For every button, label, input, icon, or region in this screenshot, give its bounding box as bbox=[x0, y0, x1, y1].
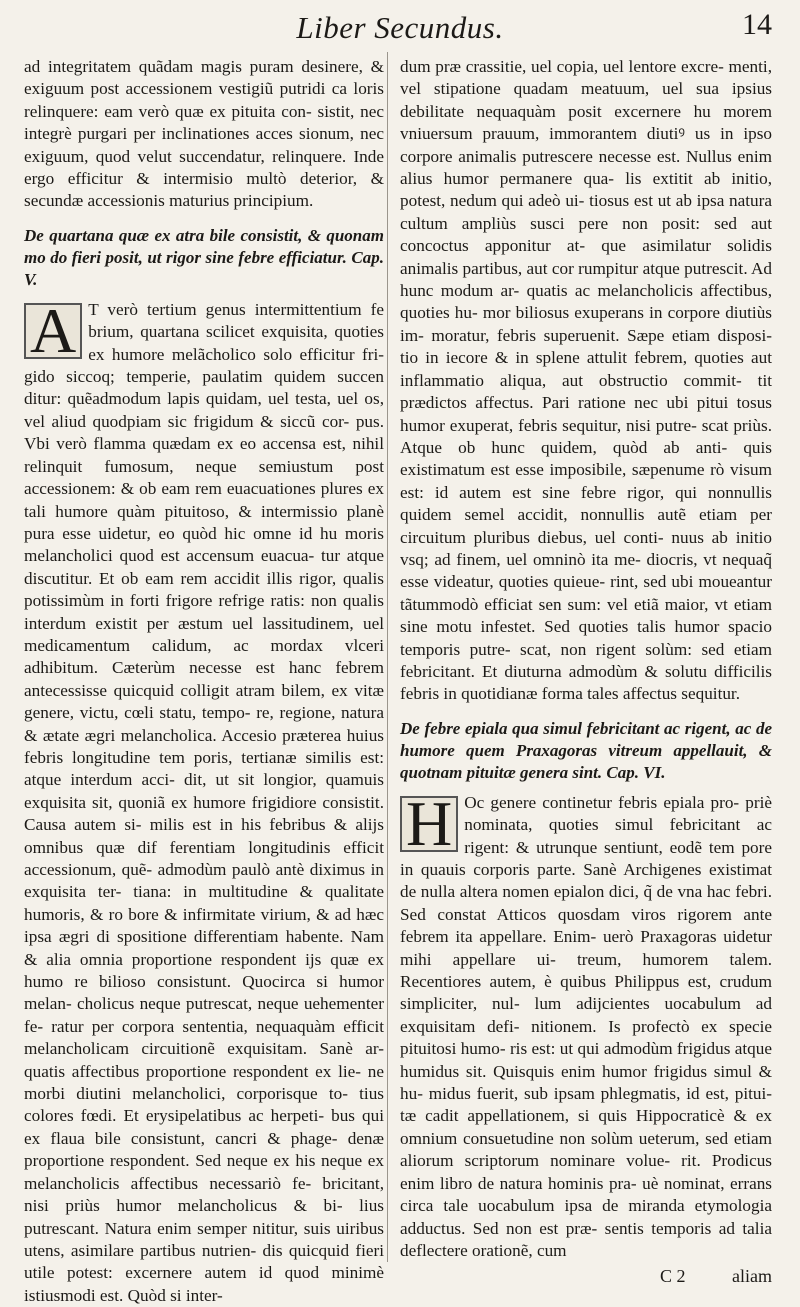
drop-cap: H bbox=[400, 796, 458, 852]
signature-mark: C 2 bbox=[660, 1266, 686, 1286]
paragraph bbox=[400, 787, 772, 1263]
paragraph-text: T verò tertium genus intermittentium fe brium, quartana scilicet exquisita, quoties ex humore melãcholico solo efficitur fri- gido siccoq; temperie, paulatim quidem succen ditur: quẽadmodum lapis quidam, uel testa, uel os, vel aliud quodpiam sic frigidum & siccũ cor- pus. Vbi verò flamma quædam ex eo accensa est, nihil relinquit fumosum, neque semiustum post accessionem: & ob eam rem euacuationes plures ex tali humore quàm pituitoso, & intermissio planè pura esse uidetur, eo quòd hic omne id hu moris melancholici quod est accensum euacua- tur atque discutitur. Et ob eam rem accidit illis rigor, qualis potissimùm in forti frigore refrige ratis: non qualis interdum existit per æstum uel lassitudinem, uel medicamentum calidum, ac mordax vlceri adhibitum. Cæterùm necesse est hanc febrem antecessisse quicquid colligit atram bilem, ex vitæ genere, victu, cœli statu, tempo- re, regione, natura & ætate ægri melancholica. Accesio præterea huius febris longitudine tem poris, tertianæ similis est: atque interdum acci- dit, ut sit longior, quamuis exquisita sit, quoniã ex humore frigidiore consistit. Causa autem si- milis est in his febribus & alijs omnibus quæ dif ferentiam longitudinis efficit accessionum, quẽ- admodùm paulò antè diximus in exquisita ter- tiana: in multitudine & qualitate humoris, & ro bore & infirmitate virium, & ad hæc ipsa ægri di spositione differentiam habente. Nam & alia omnia proportione respondent ijs quæ ex humo re bilioso consistunt. Quocirca si humor melan- cholicus neque putrescat, neque uehementer fe- ratur per corpora sententia, nequaquàm efficit melancholicam circuitionẽ exquisitam. Sanè ar- quatis affectibus proportione respondent ex lie- ne morbi diutini melancholici, corporisque to- tius colores fœdi. Et erysipelatibus ac herpeti- bus qui ex flaua bile consistunt, cancri & phage- denæ proportione respondent. Sed neque ex his neque ex melancholicis affectibus necessariò fe- bricitant, nisi priùs humor melancholicus & bi- lius putrescant. Natura enim semper nititur, suis uiribus utens, asimilare partibus nutrien- dis quicquid fieri utile potest: excernere autem id quod minimè istiusmodi est. Quòd si inter- bbox=[24, 299, 384, 1305]
paragraph bbox=[24, 294, 384, 1307]
page-number: 14 bbox=[742, 8, 772, 41]
paragraph: ad integritatem quãdam magis puram desinere, & exiguum post accessionem vestigiũ putridi ca loris relinquere: eam verò quæ ex pituita con- sistit, nec integrè purgari per inclinationes acces sionum, nec exiguum, quod velut succendatur, relinquere. Inde ergo efficitur & intermisio multò deterior, & secundæ accessionis maturius principium. bbox=[24, 57, 384, 211]
chapter-heading: De quartana quæ ex atra bile consistit, & quonam mo do fieri posit, ut rigor sine febre efficiatur. Cap. V. bbox=[24, 225, 384, 289]
page-header bbox=[20, 8, 780, 48]
right-column bbox=[400, 56, 772, 1262]
page-footer bbox=[400, 1266, 780, 1294]
drop-cap: A bbox=[24, 303, 82, 359]
column-divider bbox=[387, 52, 388, 1262]
running-title: Liber Secundus. bbox=[296, 10, 504, 45]
catchword: aliam bbox=[732, 1266, 772, 1286]
left-column bbox=[24, 56, 384, 1307]
paragraph: dum præ crassitie, uel copia, uel lentore excre- menti, vel stipatione quadam meatuum, uel sua ipsius debilitate nequaquàm posit excernere hu morem vniuersum prauum, immorantem diutiꝰ us in ipso corpore animalis putrescere necesse est. Nullus enim alius humor permanere qua- lis extitit ab initio, potest, nedum qui adeò ui- tiosus est ut ab ipsa natura cultum ampliùs susci pere non posit: sed aut concoctus apponitur at- que asimilatur solidis animalis partibus, aut cor rumpitur atque putrescit. Ad hunc modum ar- quatis ac melancholicis affectibus, quoties hu- mor biliosus exuperans in corpore diutiùs im- moratur, febris superuenit. Sæpe etiam disposi- tio in iecore & in splene attulit febrem, quoties aut inflammatio aliqua, aut obstructio commit- tit prædictos affectus. Pari ratione nec ubi pitui tosus humor exuperat, febris sequitur, nisi putre- scat priùs. Atque ob hunc quidem, quòd ab anti- quis existimatum est esse imposibile, sæpenume rò visum est: id autem est sine febre rigor, qui nonnullis quidem semel accidit, nonnullis autẽ etiam per circuitum pluribus diebus, uel conti- nuus ab initio vsq; ad finem, uel omninò ita me- diocris, vt nequaq̃ esse videatur, quoties quieue- rint, sed ubi moueantur tãtummodò efficiat sen sum: vel etiã maior, vt etiam sine motu infestet. Sed quoties talis humor spacio temporis putre- scat, non rigent solùm: sed etiam febricitant. Et diuturna admodùm & solutu difficilis febris in quotidianæ forma tales affectus sequitur. bbox=[400, 57, 772, 704]
chapter-heading: De febre epiala qua simul febricitant ac rigent, ac de humore quem Praxagoras vitreum appellauit, & quotnam pituitæ genera sint. Cap. VI. bbox=[400, 718, 772, 782]
paragraph-text: Oc genere continetur febris epiala pro- priè nominata, quoties simul febricitant ac rigent: & utrunque sentiunt, eodẽ tem pore in quauis corporis parte. Sanè Archigenes existimat de nulla altera nomen epialon dici, q̃ de vna hac febri. Sed constat Atticos quosdam viros rigorem ante febrem ita appellare. Enim- uerò Praxagoras uidetur mihi appellare ui- treum, humorem talem. Recentiores autem, è quibus Philippus est, crudum simpliciter, nul- lum adijcientes uocabulum ad exquisitam defi- nitionem. Is profectò ex specie pituitosi humo- ris est: ut qui admodùm frigidus atque humidus sit. Quisquis enim humor frigidus simul & hu- midus fuerit, sub ipsam phlegmatis, id est, pitui- tæ cadit appellationem, si quis Hippocraticè & ex omnium consuetudine non solùm ueterum, sed etiam aliorum scriptorum nominare volue- rit. Prodicus enim libro de natura hominis pra- uè nominat, errans circa tale uocabulum ipsa de miranda etymologia adductus. Sed non est præ- sentis temporis ad talia deflectere orationẽ, cum bbox=[400, 792, 772, 1260]
